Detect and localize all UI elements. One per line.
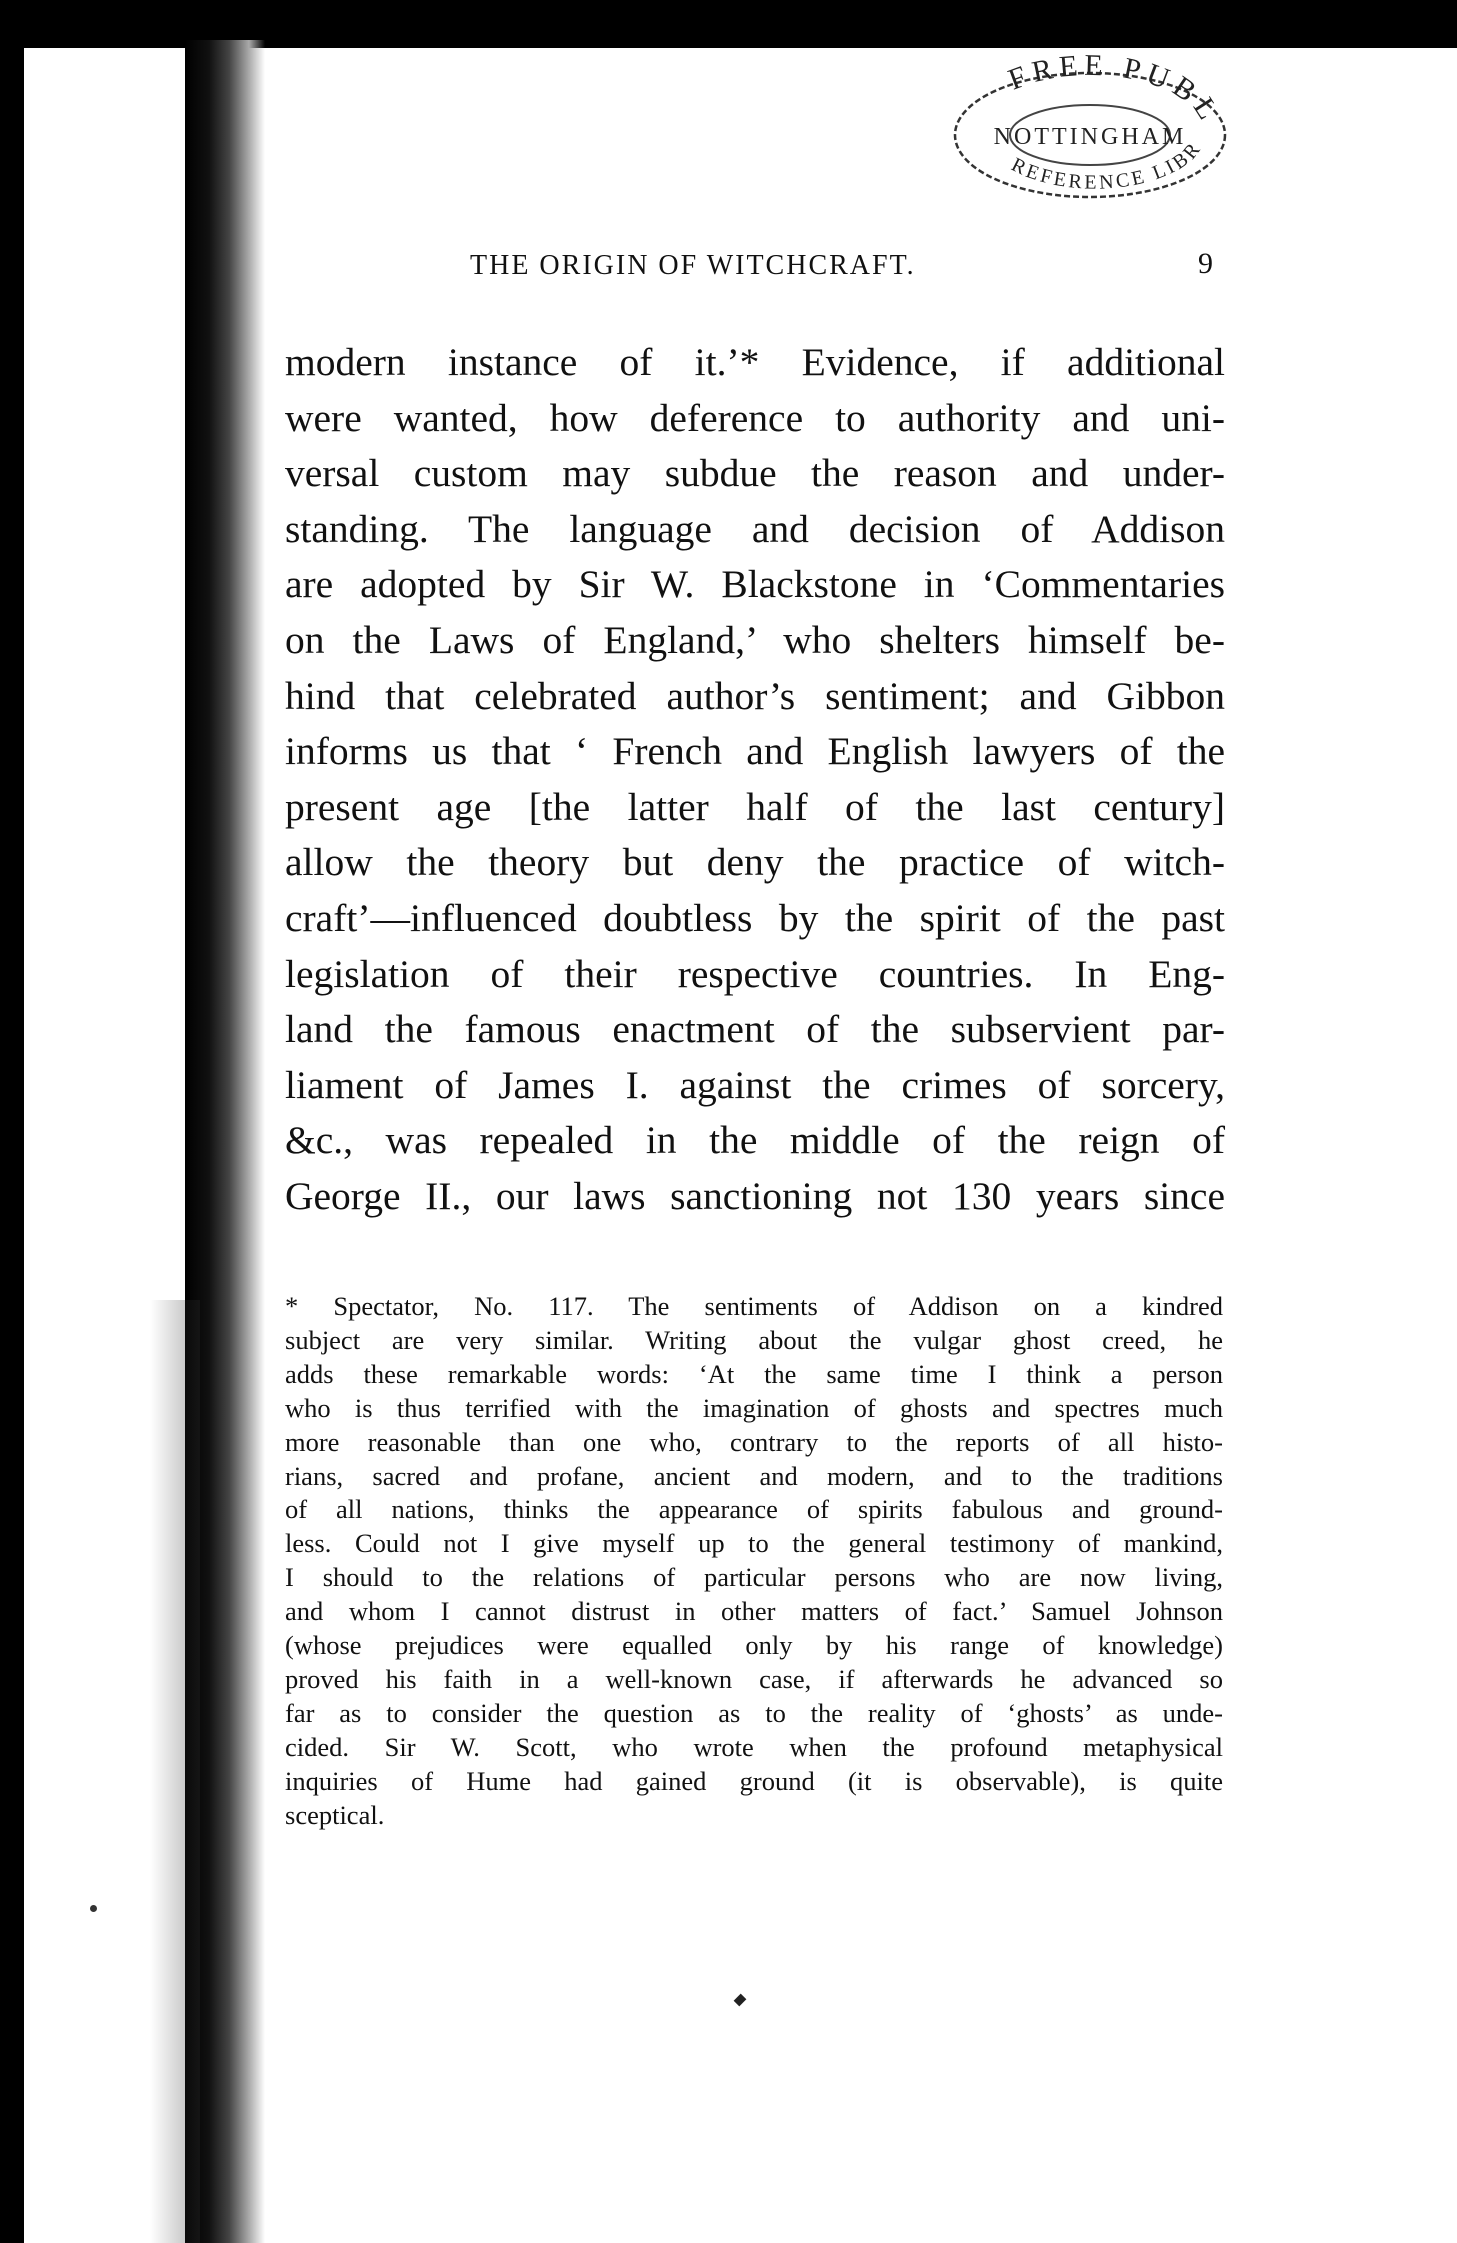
body-line: legislation of their respective countries. In Eng-: [285, 951, 1225, 996]
footnote-line: sceptical.: [285, 1799, 385, 1830]
scan-border-left: [0, 0, 24, 2243]
stamp-lower-text: REFERENCE LIBR: [1007, 136, 1207, 194]
page-number: 9: [1198, 247, 1213, 280]
body-line: present age [the latter half of the last century]: [285, 784, 1225, 829]
body-line: are adopted by Sir W. Blackstone in ‘Commentaries: [285, 562, 1225, 607]
footnote-line: of all nations, thinks the appearance of spirits fabulous and ground-: [285, 1494, 1223, 1525]
body-line: &c., was repealed in the middle of the reign of: [285, 1118, 1225, 1163]
body-line: craft’—influenced doubtless by the spirit of the past: [285, 895, 1225, 940]
footnote-line: cided. Sir W. Scott, who wrote when the profound metaphysical: [285, 1731, 1223, 1762]
scan-speck: [90, 1905, 97, 1912]
footnote-line: and whom I cannot distrust in other matters of fact.’ Samuel Johnson: [285, 1596, 1223, 1627]
body-line: were wanted, how deference to authority and uni-: [285, 395, 1225, 440]
svg-text:FREE PUBLIC: [930, 40, 1228, 130]
footnote-line: inquiries of Hume had gained ground (it is observable), is quite: [285, 1765, 1223, 1796]
footnote-line: far as to consider the question as to the reality of ‘ghosts’ as unde-: [285, 1697, 1223, 1728]
body-line: land the famous enactment of the subservient par-: [285, 1007, 1225, 1052]
footnote-line: subject are very similar. Writing about the vulgar ghost creed, he: [285, 1324, 1223, 1355]
body-line: on the Laws of England,’ who shelters himself be-: [285, 617, 1225, 662]
footnote-line: (whose prejudices were equalled only by his range of knowledge): [285, 1630, 1223, 1661]
body-line: liament of James I. against the crimes of sorcery,: [285, 1062, 1225, 1107]
footnote-line: proved his faith in a well-known case, if afterwards he advanced so: [285, 1663, 1223, 1694]
body-line: versal custom may subdue the reason and under-: [285, 451, 1225, 496]
stamp-center-text: NOTTINGHAM: [993, 124, 1187, 150]
running-title: THE ORIGIN OF WITCHCRAFT.: [470, 250, 916, 281]
gutter-fade: [150, 1300, 200, 2243]
footnote-line: adds these remarkable words: ‘At the same time I think a person: [285, 1358, 1223, 1389]
library-stamp: [930, 40, 1250, 200]
body-line: hind that celebrated author’s sentiment; and Gibbon: [285, 673, 1225, 718]
footnote-line: * Spectator, No. 117. The sentiments of Addison on a kindred: [285, 1291, 1223, 1321]
body-text: [285, 335, 1225, 1225]
footnote-line: I should to the relations of particular persons who are now living,: [285, 1562, 1223, 1593]
body-line: George II., our laws sanctioning not 130 years since: [285, 1173, 1225, 1218]
footnote-line: more reasonable than one who, contrary to the reports of all histo-: [285, 1426, 1223, 1457]
stamp-ring-text: FREE PUBL: [1004, 48, 1228, 131]
footnote: [285, 1290, 1223, 1833]
library-stamp-graphic: [930, 40, 1250, 200]
footnote-line: rians, sacred and profane, ancient and modern, and to the traditions: [285, 1460, 1223, 1491]
body-line: informs us that ‘ French and English lawyers of the: [285, 729, 1225, 774]
footnote-line: who is thus terrified with the imagination of ghosts and spectres much: [285, 1392, 1223, 1423]
footnote-line: less. Could not I give myself up to the general testimony of mankind,: [285, 1528, 1223, 1559]
body-line: allow the theory but deny the practice of witch-: [285, 840, 1225, 885]
body-line: modern instance of it.’* Evidence, if additional: [285, 340, 1225, 384]
printer-mark: [734, 1994, 747, 2007]
body-line: standing. The language and decision of Addison: [285, 506, 1225, 551]
